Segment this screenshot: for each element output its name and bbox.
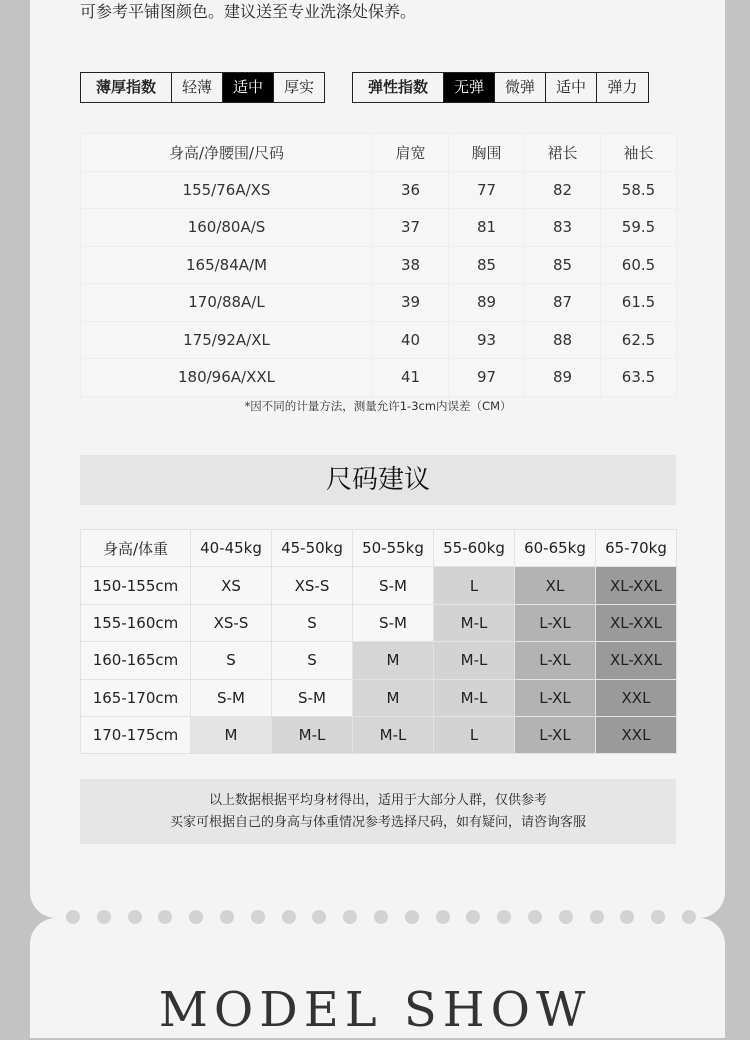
dot — [128, 910, 142, 924]
table-row — [81, 171, 677, 209]
column-header: 裙长 — [525, 134, 601, 172]
dot — [189, 910, 203, 924]
column-header: 袖长 — [601, 134, 677, 172]
dot — [528, 910, 542, 924]
column-header: 肩宽 — [373, 134, 449, 172]
table-row — [81, 284, 677, 322]
elasticity-index — [352, 72, 649, 103]
value-cell: 83 — [525, 209, 601, 247]
value-cell: 81 — [449, 209, 525, 247]
value-cell: 89 — [525, 359, 601, 397]
size-cell: S — [191, 642, 272, 679]
size-cell: XL-XXL — [596, 604, 677, 641]
value-cell: 97 — [449, 359, 525, 397]
value-cell: 85 — [449, 246, 525, 284]
column-header: 40-45kg — [191, 530, 272, 567]
size-cell: S-M — [353, 567, 434, 604]
size-cell: L — [434, 567, 515, 604]
column-header: 65-70kg — [596, 530, 677, 567]
size-cell: S — [272, 604, 353, 641]
elasticity-option: 适中 — [545, 73, 596, 102]
size-cell: M — [191, 716, 272, 753]
dot — [620, 910, 634, 924]
column-header: 胸围 — [449, 134, 525, 172]
table-row — [81, 209, 677, 247]
dot — [66, 910, 80, 924]
size-cell: L-XL — [515, 716, 596, 753]
size-cell: M — [353, 679, 434, 716]
size-cell: 160/80A/S — [81, 209, 373, 247]
elasticity-option: 弹力 — [596, 73, 648, 102]
size-cell: M-L — [353, 716, 434, 753]
value-cell: 63.5 — [601, 359, 677, 397]
height-cell: 170-175cm — [81, 716, 191, 753]
size-cell: XL-XXL — [596, 642, 677, 679]
size-cell: XL — [515, 567, 596, 604]
section-title: 尺码建议 — [80, 455, 676, 505]
size-cell: XXL — [596, 679, 677, 716]
thickness-index — [80, 72, 325, 103]
dot — [312, 910, 326, 924]
dot — [466, 910, 480, 924]
height-cell: 150-155cm — [81, 567, 191, 604]
value-cell: 85 — [525, 246, 601, 284]
dot — [251, 910, 265, 924]
elasticity-option: 微弹 — [494, 73, 545, 102]
column-header: 身高/体重 — [81, 530, 191, 567]
value-cell: 77 — [449, 171, 525, 209]
dot — [220, 910, 234, 924]
size-cell: L-XL — [515, 604, 596, 641]
dot — [374, 910, 388, 924]
column-header: 50-55kg — [353, 530, 434, 567]
size-cell: L — [434, 716, 515, 753]
table-row — [81, 604, 677, 641]
value-cell: 62.5 — [601, 321, 677, 359]
model-show-title: MODEL SHOW — [158, 982, 592, 1038]
value-cell: 36 — [373, 171, 449, 209]
thickness-index-label: 薄厚指数 — [95, 78, 156, 96]
dot — [682, 910, 696, 924]
size-cell: S — [272, 642, 353, 679]
measurement-note: *因不同的计量方法，测量允许1-3cm内误差（CM） — [244, 399, 512, 413]
size-cell: S-M — [353, 604, 434, 641]
size-cell: XXL — [596, 716, 677, 753]
size-cell: XS-S — [272, 567, 353, 604]
size-cell: L-XL — [515, 679, 596, 716]
size-cell: 170/88A/L — [81, 284, 373, 322]
size-cell: 165/84A/M — [81, 246, 373, 284]
value-cell: 88 — [525, 321, 601, 359]
dot — [590, 910, 604, 924]
height-cell: 160-165cm — [81, 642, 191, 679]
size-cell: S-M — [272, 679, 353, 716]
size-measurement-table — [80, 133, 677, 397]
size-cell: M-L — [434, 679, 515, 716]
thickness-option: 厚实 — [273, 73, 324, 102]
value-cell: 38 — [373, 246, 449, 284]
thickness-option: 适中 — [222, 73, 273, 102]
care-instruction: 可参考平铺图颜色。建议送至专业洗涤处保养。 — [80, 2, 417, 21]
size-suggestion-table — [80, 529, 677, 754]
elasticity-option: 无弹 — [443, 73, 494, 102]
dot — [405, 910, 419, 924]
size-cell: L-XL — [515, 642, 596, 679]
disclaimer-line: 买家可根据自己的身高与体重情况参考选择尺码，如有疑问，请咨询客服 — [169, 814, 586, 830]
thickness-option: 轻薄 — [171, 73, 222, 102]
dot — [97, 910, 111, 924]
column-header: 身高/净腰围/尺码 — [81, 134, 373, 172]
table-row — [81, 679, 677, 716]
table-row — [81, 642, 677, 679]
size-cell: S-M — [191, 679, 272, 716]
column-header: 45-50kg — [272, 530, 353, 567]
size-cell: XS-S — [191, 604, 272, 641]
table-row — [81, 246, 677, 284]
size-cell: 155/76A/XS — [81, 171, 373, 209]
size-cell: M-L — [272, 716, 353, 753]
dot — [651, 910, 665, 924]
value-cell: 41 — [373, 359, 449, 397]
height-cell: 155-160cm — [81, 604, 191, 641]
size-disclaimer — [80, 779, 676, 844]
dot — [497, 910, 511, 924]
value-cell: 37 — [373, 209, 449, 247]
value-cell: 87 — [525, 284, 601, 322]
value-cell: 59.5 — [601, 209, 677, 247]
table-header-row — [81, 530, 677, 567]
value-cell: 93 — [449, 321, 525, 359]
size-cell: M-L — [434, 642, 515, 679]
value-cell: 58.5 — [601, 171, 677, 209]
dot — [436, 910, 450, 924]
size-cell: XS — [191, 567, 272, 604]
dot — [158, 910, 172, 924]
value-cell: 82 — [525, 171, 601, 209]
value-cell: 40 — [373, 321, 449, 359]
value-cell: 39 — [373, 284, 449, 322]
height-cell: 165-170cm — [81, 679, 191, 716]
table-header-row — [81, 134, 677, 172]
size-cell: 180/96A/XXL — [81, 359, 373, 397]
column-header: 60-65kg — [515, 530, 596, 567]
dot — [282, 910, 296, 924]
dot-divider — [66, 910, 696, 926]
value-cell: 61.5 — [601, 284, 677, 322]
disclaimer-line: 以上数据根据平均身材得出，适用于大部分人群，仅供参考 — [208, 792, 547, 808]
column-header: 55-60kg — [434, 530, 515, 567]
table-row — [81, 567, 677, 604]
table-row — [81, 359, 677, 397]
value-cell: 89 — [449, 284, 525, 322]
size-cell: XL-XXL — [596, 567, 677, 604]
elasticity-index-label: 弹性指数 — [367, 78, 428, 96]
table-row — [81, 716, 677, 753]
table-row — [81, 321, 677, 359]
value-cell: 60.5 — [601, 246, 677, 284]
size-cell: 175/92A/XL — [81, 321, 373, 359]
size-cell: M — [353, 642, 434, 679]
size-cell: M-L — [434, 604, 515, 641]
dot — [343, 910, 357, 924]
dot — [559, 910, 573, 924]
